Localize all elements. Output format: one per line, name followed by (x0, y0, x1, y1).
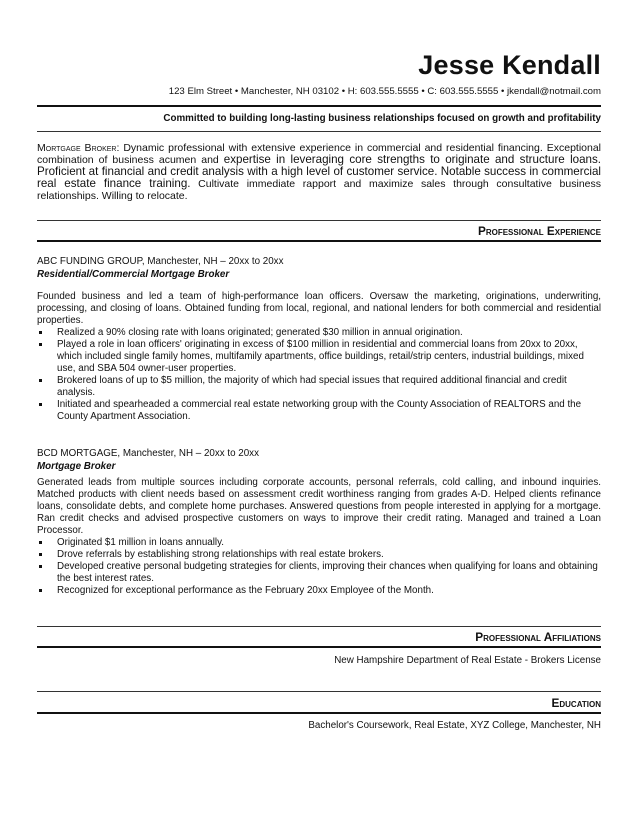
list-item: Developed creative personal budgeting strategies for clients, improving their chances when qualifying for loans and obtaining the best interest rates. (37, 561, 601, 585)
affiliations-heading: Professional Affiliations (475, 630, 601, 644)
summary-text-3: Cultivate immediate rapport and maximize sales through consultative business relationships. Willing to relocate. (37, 178, 601, 202)
job-1-description: Founded business and led a team of high-performance loan officers. Oversaw the marketing, originations, underwriting, processing, and closing of loans. Obtained funding from local, regional, and national lenders for both commercial and residential properties. (37, 291, 601, 326)
list-item: Initiated and spearheaded a commercial real estate networking group with the County Association of REALTORS and the County Apartment Association. (37, 399, 601, 423)
list-item: Realized a 90% closing rate with loans originated; generated $30 million in annual origination. (37, 327, 601, 339)
affiliations-bottom-rule (37, 646, 601, 648)
tagline-divider (37, 131, 601, 132)
experience-bottom-rule (37, 240, 601, 242)
contact-line: 123 Elm Street • Manchester, NH 03102 • H: 603.555.5555 • C: 603.555.5555 • jkendall@notmail.com (168, 86, 601, 97)
tagline: Committed to building long-lasting business relationships focused on growth and profitability (163, 113, 601, 124)
education-bottom-rule (37, 712, 601, 714)
job-2-company: BCD MORTGAGE (37, 448, 118, 459)
education-text: Bachelor's Coursework, Real Estate, XYZ College, Manchester, NH (308, 720, 601, 731)
affiliations-text: New Hampshire Department of Real Estate - Brokers License (334, 655, 601, 666)
summary-title: Mortgage Broker (37, 142, 117, 154)
job-2-achievements (37, 537, 601, 597)
job-1-company: ABC FUNDING GROUP (37, 256, 142, 267)
education-heading: Education (551, 696, 601, 710)
job-1-achievements (37, 327, 601, 423)
list-item: Played a role in loan officers' originating in excess of $100 million in residential and commercial loans from 20xx to 20xx, which included single family homes, multifamily apartments, office buildings, retail/strip centers, industrial buildings, mixed use, and SBA 504 owner-user properties. (37, 339, 601, 375)
job-2-header (37, 448, 259, 459)
affiliations-top-rule (37, 626, 601, 627)
list-item: Brokered loans of up to $5 million, the majority of which had special issues that required additional financial and credit analysis. (37, 375, 601, 399)
candidate-name: Jesse Kendall (418, 50, 601, 80)
experience-top-rule (37, 220, 601, 221)
list-item: Recognized for exceptional performance as the February 20xx Employee of the Month. (37, 585, 601, 597)
job-2-location-dates: , Manchester, NH – 20xx to 20xx (117, 448, 259, 459)
education-top-rule (37, 691, 601, 692)
list-item: Drove referrals by establishing strong relationships with real estate brokers. (37, 549, 601, 561)
job-1-location-dates: , Manchester, NH – 20xx to 20xx (141, 256, 284, 267)
job-2-description: Generated leads from multiple sources including corporate accounts, personal referrals, cold calling, and inbound inquiries. Matched products with client needs based on assessment credit worthiness ranging from grades A-D. Helped clients refinance loans, consolidate debts, and complete home purchases. Answered questions from people interested in applying for a mortgage. Ran credit checks and advised prospective customers on ways to improve their credit rating. Managed and trained a Loan Processor. (37, 477, 601, 536)
experience-heading: Professional Experience (477, 224, 601, 238)
summary-text-1: : Dynamic professional with extensive experience in commercial and residential financing. Exceptional combination of business acumen and (37, 142, 602, 166)
summary-paragraph (37, 142, 601, 202)
summary-text-2: expertise in leveraging core strengths to originate and structure loans. Proficient at financial and credit analysis with a high level of customer service. Notable success in commercial real estate finance training. (37, 153, 602, 190)
job-1-title: Residential/Commercial Mortgage Broker (37, 269, 230, 280)
list-item: Originated $1 million in loans annually. (37, 537, 601, 549)
header-divider (37, 105, 601, 107)
job-2-title: Mortgage Broker (37, 461, 116, 472)
job-1-header (37, 256, 283, 267)
